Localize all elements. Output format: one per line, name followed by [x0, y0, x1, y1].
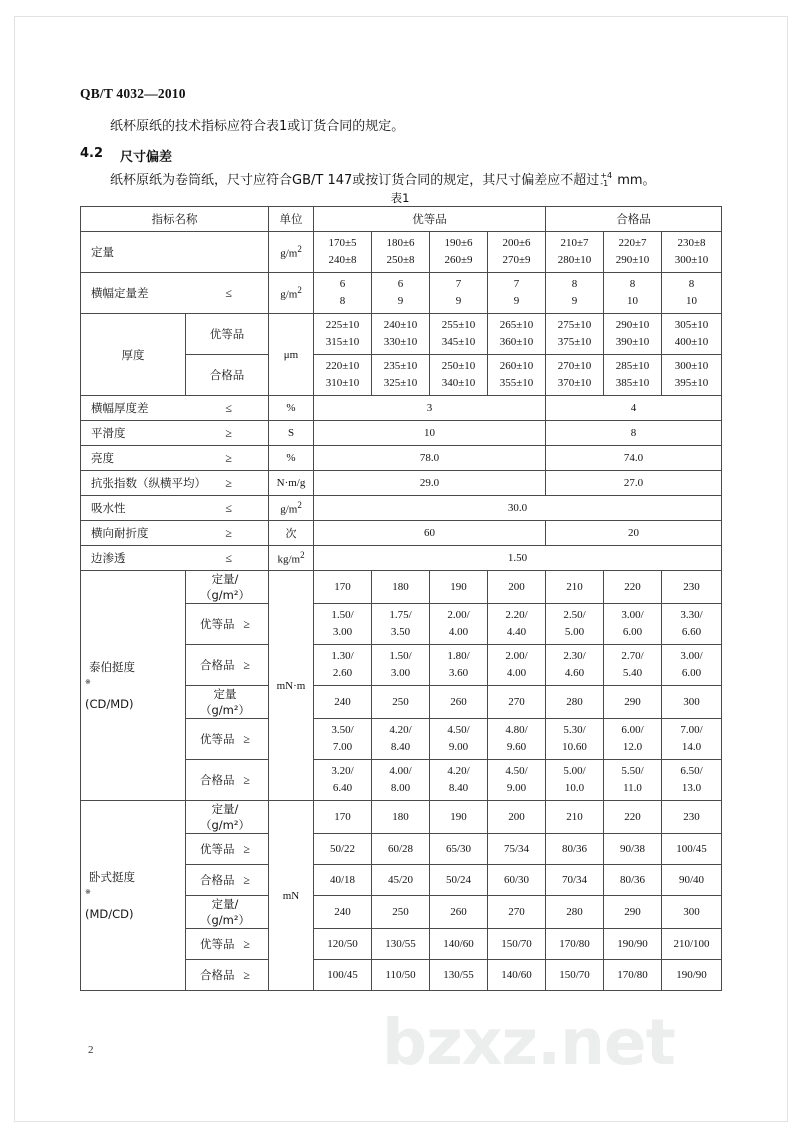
subname: 合格品 ≥ — [200, 967, 250, 982]
cell: 3.30/ 6.60 — [662, 604, 722, 645]
cell: 40/18 — [314, 865, 372, 896]
cell: 60/28 — [372, 834, 430, 865]
row-label-edge-penetration — [81, 546, 269, 571]
cell: 1.75/ 3.50 — [372, 604, 430, 645]
unit-cell: mN — [269, 801, 314, 991]
subname: 优等品 ≥ — [200, 731, 250, 746]
namecell: 亮度 ≥ — [91, 450, 232, 465]
header-grade-premium: 优等品 — [314, 207, 546, 232]
cell: 300±10 395±10 — [662, 355, 722, 396]
table-caption: 表1 — [390, 191, 410, 205]
cell-premium: 60 — [314, 521, 546, 546]
cell: 220 — [604, 801, 662, 834]
namecell: 边渗透 ≤ — [91, 550, 232, 565]
cell: 60/30 — [488, 865, 546, 896]
cell: 7 9 — [430, 273, 488, 314]
cell: 260 — [430, 896, 488, 929]
cell: 170/80 — [604, 960, 662, 991]
table-row — [81, 273, 722, 314]
cell: 170 — [314, 801, 372, 834]
group-label: 卧式挺度 ※ (MD/CD) — [85, 869, 135, 921]
cell: 170/80 — [546, 929, 604, 960]
row-label-smoothness — [81, 421, 269, 446]
tolerance-fraction — [600, 172, 612, 188]
cell: 230±8 300±10 — [662, 232, 722, 273]
unit-cell: N·m/g — [269, 471, 314, 496]
unit-cell: $g/m^2$ — [269, 496, 314, 521]
cell: 2.20/ 4.40 — [488, 604, 546, 645]
cell: 8 10 — [604, 273, 662, 314]
cell: 210/100 — [662, 929, 722, 960]
cell: 150/70 — [546, 960, 604, 991]
unit-cell: S — [269, 421, 314, 446]
table-header-row — [81, 207, 722, 232]
header-unit: 单位 — [269, 207, 314, 232]
cell: 80/36 — [546, 834, 604, 865]
cell: 6 9 — [372, 273, 430, 314]
row-label-cross-folding — [81, 521, 269, 546]
footnote-marker: ※ — [85, 888, 91, 897]
table-row — [81, 314, 722, 355]
spec-table — [80, 206, 722, 991]
cell: 130/55 — [372, 929, 430, 960]
sublabel-cell — [186, 760, 269, 801]
cell: 210 — [546, 571, 604, 604]
table-row — [81, 421, 722, 446]
cell: 4.50/ 9.00 — [488, 760, 546, 801]
cell: 130/55 — [430, 960, 488, 991]
cell: 90/40 — [662, 865, 722, 896]
cell: 7.00/ 14.0 — [662, 719, 722, 760]
cell-qualified: 74.0 — [546, 446, 722, 471]
watermark: bzxz.net — [382, 1006, 675, 1079]
cell: 3.20/ 6.40 — [314, 760, 372, 801]
cell: 270 — [488, 896, 546, 929]
cell: 6.50/ 13.0 — [662, 760, 722, 801]
cell: 1.30/ 2.60 — [314, 645, 372, 686]
cell: 2.30/ 4.60 — [546, 645, 604, 686]
cell: 75/34 — [488, 834, 546, 865]
cell: 250 — [372, 686, 430, 719]
cell: 300 — [662, 686, 722, 719]
sublabel-cell — [186, 571, 269, 604]
cell: 6.00/ 12.0 — [604, 719, 662, 760]
table-row — [81, 521, 722, 546]
unit-cell: mN·m — [269, 571, 314, 801]
cell-premium: 10 — [314, 421, 546, 446]
cell: 220±7 290±10 — [604, 232, 662, 273]
cell: 2.00/ 4.00 — [488, 645, 546, 686]
table-row — [81, 546, 722, 571]
cell: 305±10 400±10 — [662, 314, 722, 355]
cell: 270 — [488, 686, 546, 719]
cell: 45/20 — [372, 865, 430, 896]
subname: 合格品 ≥ — [200, 772, 250, 787]
subname: 合格品 ≥ — [200, 657, 250, 672]
cell: 225±10 315±10 — [314, 314, 372, 355]
cell: 140/60 — [488, 960, 546, 991]
namecell: 抗张指数（纵横平均） ≥ — [91, 475, 232, 490]
paragraph-intro: 纸杯原纸的技术指标应符合表1或订货合同的规定。 — [110, 119, 405, 134]
cell: 8 9 — [546, 273, 604, 314]
unit-cell: % — [269, 396, 314, 421]
subname: 定量/（g/m²） — [200, 572, 250, 602]
cell-premium: 29.0 — [314, 471, 546, 496]
cell: 2.50/ 5.00 — [546, 604, 604, 645]
subname: 优等品 ≥ — [200, 616, 250, 631]
row-label-taber-stiffness — [81, 571, 186, 801]
cell: 65/30 — [430, 834, 488, 865]
unit-cell: 次 — [269, 521, 314, 546]
cell: 285±10 385±10 — [604, 355, 662, 396]
row-label-water-absorption — [81, 496, 269, 521]
cell: 2.00/ 4.00 — [430, 604, 488, 645]
cell: 1.50/ 3.00 — [314, 604, 372, 645]
row-label-basis-weight — [81, 232, 269, 273]
unit-cell: μm — [269, 314, 314, 396]
header-grade-qualified: 合格品 — [546, 207, 722, 232]
cell: 4.00/ 8.00 — [372, 760, 430, 801]
cell-qualified: 27.0 — [546, 471, 722, 496]
row-label-horizontal-stiffness — [81, 801, 186, 991]
cell: 90/38 — [604, 834, 662, 865]
cell: 180 — [372, 801, 430, 834]
cell: 100/45 — [662, 834, 722, 865]
cell: 190/90 — [604, 929, 662, 960]
cell: 6 8 — [314, 273, 372, 314]
group-label: 泰伯挺度 ※ (CD/MD) — [85, 659, 135, 711]
footnote-marker: ※ — [85, 678, 91, 687]
cell: 240 — [314, 686, 372, 719]
cell: 110/50 — [372, 960, 430, 991]
table-row — [81, 571, 722, 604]
cell: 200 — [488, 801, 546, 834]
cell: 5.50/ 11.0 — [604, 760, 662, 801]
cell: 4.20/ 8.40 — [372, 719, 430, 760]
subname: 优等品 ≥ — [200, 841, 250, 856]
cell: 220 — [604, 571, 662, 604]
cell: 140/60 — [430, 929, 488, 960]
row-label-cross-thickness-dev — [81, 396, 269, 421]
namecell: 横向耐折度 ≥ — [91, 525, 232, 540]
cell: 265±10 360±10 — [488, 314, 546, 355]
cell: 200±6 270±9 — [488, 232, 546, 273]
cell: 230 — [662, 571, 722, 604]
unit-exponent: 2 — [297, 244, 302, 255]
unit-cell — [269, 232, 314, 273]
cell: 50/24 — [430, 865, 488, 896]
label-text: 定量 — [91, 245, 114, 259]
subname: 定量/（g/m²） — [200, 802, 250, 832]
table-row — [81, 471, 722, 496]
cell: 1.50/ 3.00 — [372, 645, 430, 686]
cell-qualified: 4 — [546, 396, 722, 421]
sublabel-cell — [186, 719, 269, 760]
cell: 80/36 — [604, 865, 662, 896]
cell: 270±10 370±10 — [546, 355, 604, 396]
cell: 290 — [604, 896, 662, 929]
cell: 235±10 325±10 — [372, 355, 430, 396]
cell: 8 10 — [662, 273, 722, 314]
paragraph-dimension-text-after: mm。 — [617, 173, 656, 188]
cell: 220±10 310±10 — [314, 355, 372, 396]
cell: 100/45 — [314, 960, 372, 991]
sublabel-thickness-premium: 优等品 — [186, 314, 269, 355]
cell: 230 — [662, 801, 722, 834]
cell-premium: 78.0 — [314, 446, 546, 471]
table-row — [81, 396, 722, 421]
sublabel-cell — [186, 960, 269, 991]
cell: 290 — [604, 686, 662, 719]
cell: 190/90 — [662, 960, 722, 991]
sublabel-cell — [186, 834, 269, 865]
sublabel-thickness-qualified: 合格品 — [186, 355, 269, 396]
cell: 50/22 — [314, 834, 372, 865]
cell: 2.70/ 5.40 — [604, 645, 662, 686]
cell: 3.00/ 6.00 — [604, 604, 662, 645]
sublabel-cell — [186, 604, 269, 645]
cell: 250 — [372, 896, 430, 929]
cell: 240 — [314, 896, 372, 929]
unit-cell: $g/m^2$ — [269, 273, 314, 314]
cell: 190±6 260±9 — [430, 232, 488, 273]
sublabel-cell — [186, 686, 269, 719]
cell-span: 1.50 — [314, 546, 722, 571]
paragraph-dimension-text-before: 纸杯原纸为卷筒纸，尺寸应符合GB/T 147或按订货合同的规定，其尺寸偏差应不超过 — [110, 173, 600, 188]
cell: 5.30/ 10.60 — [546, 719, 604, 760]
label-text: 横幅定量差 — [91, 286, 149, 300]
cell: 190 — [430, 571, 488, 604]
cell: 280 — [546, 686, 604, 719]
sublabel-cell — [186, 929, 269, 960]
sublabel-cell — [186, 896, 269, 929]
row-label-thickness: 厚度 — [81, 314, 186, 396]
header-name: 指标名称 — [81, 207, 269, 232]
subname: 优等品 ≥ — [200, 936, 250, 951]
cell: 170±5 240±8 — [314, 232, 372, 273]
cell: 1.80/ 3.60 — [430, 645, 488, 686]
unit-cell: $kg/m^2$ — [269, 546, 314, 571]
namecell — [81, 232, 268, 272]
table-row — [81, 801, 722, 834]
cell: 275±10 375±10 — [546, 314, 604, 355]
cell-span: 30.0 — [314, 496, 722, 521]
cell: 190 — [430, 801, 488, 834]
table-row — [81, 232, 722, 273]
spec-table-wrapper — [80, 206, 721, 991]
unit-text: g/m — [280, 247, 298, 260]
cell: 170 — [314, 571, 372, 604]
subname: 合格品 ≥ — [200, 872, 250, 887]
cell: 4.80/ 9.60 — [488, 719, 546, 760]
unit-cell: % — [269, 446, 314, 471]
namecell: 横幅厚度差 ≤ — [91, 400, 232, 415]
cell: 3.50/ 7.00 — [314, 719, 372, 760]
cell: 5.00/ 10.0 — [546, 760, 604, 801]
row-label-cross-weight-dev — [81, 273, 269, 314]
cell: 260±10 355±10 — [488, 355, 546, 396]
section-number: 4.2 — [80, 146, 104, 161]
cell: 260 — [430, 686, 488, 719]
cell: 210 — [546, 801, 604, 834]
cell: 150/70 — [488, 929, 546, 960]
sublabel-cell — [186, 801, 269, 834]
namecell — [81, 273, 268, 313]
namecell: 平滑度 ≥ — [91, 425, 232, 440]
page-number: 2 — [88, 1044, 94, 1056]
operator: ≤ — [225, 285, 232, 300]
subname: 定量/（g/m²） — [200, 897, 250, 927]
row-label-tensile-index — [81, 471, 269, 496]
cell: 7 9 — [488, 273, 546, 314]
sublabel-cell — [186, 645, 269, 686]
section-title: 尺寸偏差 — [120, 150, 173, 165]
cell-qualified: 8 — [546, 421, 722, 446]
cell: 240±10 330±10 — [372, 314, 430, 355]
cell: 210±7 280±10 — [546, 232, 604, 273]
cell: 180±6 250±8 — [372, 232, 430, 273]
cell: 300 — [662, 896, 722, 929]
cell: 290±10 390±10 — [604, 314, 662, 355]
paragraph-dimension — [110, 172, 656, 190]
namecell: 吸水性 ≤ — [91, 500, 232, 515]
row-label-brightness — [81, 446, 269, 471]
cell: 250±10 340±10 — [430, 355, 488, 396]
standard-code: QB/T 4032—2010 — [80, 86, 186, 101]
cell-premium: 3 — [314, 396, 546, 421]
table-row — [81, 496, 722, 521]
table-row — [81, 446, 722, 471]
tolerance-lower: -1 — [600, 178, 609, 188]
cell: 200 — [488, 571, 546, 604]
tolerance-upper: +4 — [600, 170, 613, 180]
cell: 4.20/ 8.40 — [430, 760, 488, 801]
cell: 3.00/ 6.00 — [662, 645, 722, 686]
cell: 180 — [372, 571, 430, 604]
cell: 70/34 — [546, 865, 604, 896]
sublabel-cell — [186, 865, 269, 896]
subname: 定量（g/m²） — [200, 687, 250, 717]
cell-qualified: 20 — [546, 521, 722, 546]
cell: 280 — [546, 896, 604, 929]
cell: 120/50 — [314, 929, 372, 960]
cell: 4.50/ 9.00 — [430, 719, 488, 760]
cell: 255±10 345±10 — [430, 314, 488, 355]
